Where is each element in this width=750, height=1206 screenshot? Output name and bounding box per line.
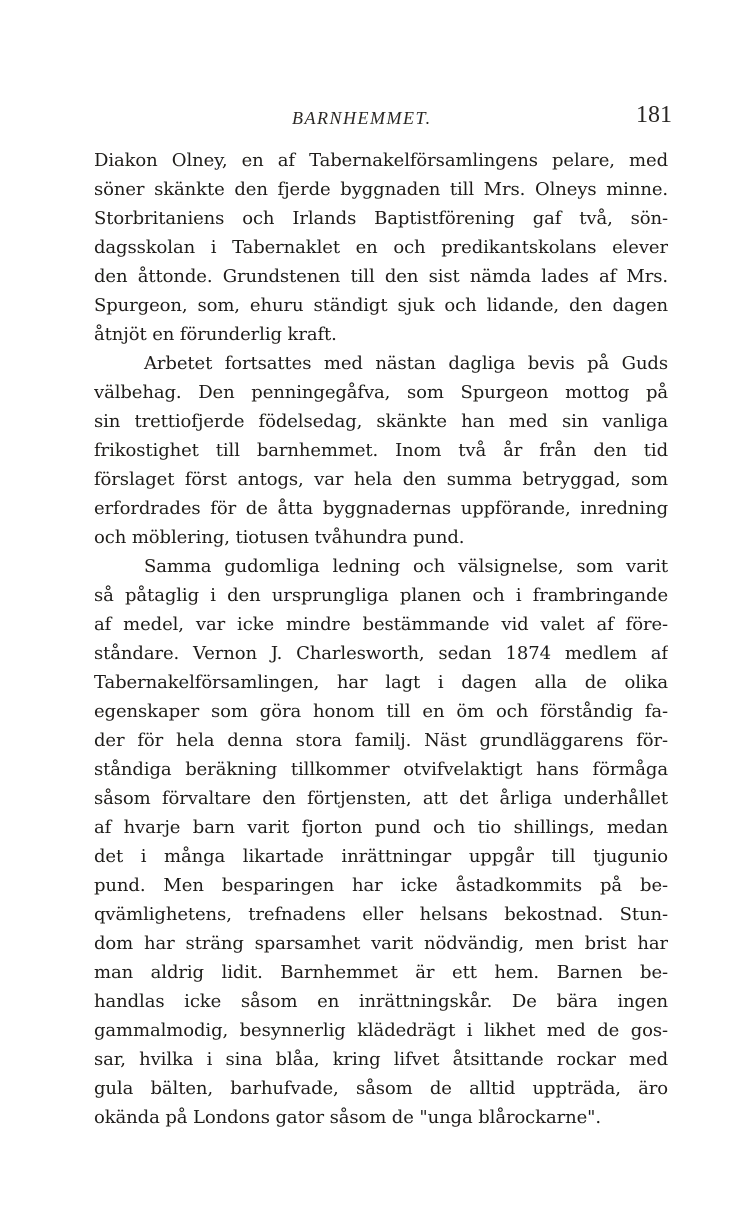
text-line: egenskaper som göra honom till en öm och förståndig fa- (94, 701, 668, 722)
text-line: och möblering, tiotusen tvåhundra pund. (94, 527, 465, 548)
text-line: Storbritaniens och Irlands Baptistförening gaf två, sön- (94, 208, 668, 229)
text-line: åtnjöt en förunderlig kraft. (94, 324, 337, 345)
text-line: gula bälten, barhufvade, såsom de alltid uppträda, äro (94, 1078, 668, 1099)
text-line: erfordrades för de åtta byggnadernas uppförande, inredning (94, 498, 668, 519)
text-line: okända på Londons gator såsom de "unga blårockarne". (94, 1107, 601, 1128)
text-line: Samma gudomliga ledning och välsignelse, som varit (144, 556, 668, 577)
text-line: sar, hvilka i sina blåa, kring lifvet åtsittande rockar med (94, 1049, 668, 1070)
page-number: 181 (636, 102, 672, 128)
text-line: der för hela denna stora familj. Näst grundläggarens för- (94, 730, 668, 751)
text-line: det i många likartade inrättningar uppgår till tjugunio (94, 846, 668, 867)
text-line: den åttonde. Grundstenen till den sist nämda lades af Mrs. (94, 266, 668, 287)
text-line: af hvarje barn varit fjorton pund och tio shillings, medan (94, 817, 668, 838)
text-line: man aldrig lidit. Barnhemmet är ett hem. Barnen be- (94, 962, 668, 983)
text-line: ståndare. Vernon J. Charlesworth, sedan 1874 medlem af (94, 643, 668, 664)
text-line: Tabernakelförsamlingen, har lagt i dagen alla de olika (94, 672, 668, 693)
text-line: Arbetet fortsattes med nästan dagliga bevis på Guds (144, 353, 668, 374)
text-line: såsom förvaltare den förtjensten, att det årliga underhållet (94, 788, 668, 809)
text-line: gammalmodig, besynnerlig klädedrägt i likhet med de gos- (94, 1020, 668, 1041)
text-line: af medel, var icke mindre bestämmande vid valet af före- (94, 614, 668, 635)
text-line: pund. Men besparingen har icke åstadkommits på be- (94, 875, 668, 896)
text-line: förslaget först antogs, var hela den summa betryggad, som (94, 469, 668, 490)
running-head (92, 102, 672, 138)
text-line: söner skänkte den fjerde byggnaden till Mrs. Olneys minne. (94, 179, 668, 200)
text-line: så påtaglig i den ursprungliga planen och i frambringande (94, 585, 668, 606)
text-line: Spurgeon, som, ehuru ständigt sjuk och lidande, den dagen (94, 295, 668, 316)
text-line: dom har sträng sparsamhet varit nödvändig, men brist har (94, 933, 668, 954)
text-line: Diakon Olney, en af Tabernakelförsamlingens pelare, med (94, 150, 668, 171)
body-text (94, 146, 668, 1132)
text-line: välbehag. Den penningegåfva, som Spurgeon mottog på (94, 382, 668, 403)
text-line: qvämlighetens, trefnadens eller helsans bekostnad. Stun- (94, 904, 668, 925)
text-line: dagsskolan i Tabernaklet en och predikantskolans elever (94, 237, 668, 258)
text-line: sin trettiofjerde födelsedag, skänkte han med sin vanliga (94, 411, 668, 432)
text-line: ståndiga beräkning tillkommer otvifvelaktigt hans förmåga (94, 759, 668, 780)
running-title: BARNHEMMET. (292, 108, 432, 128)
text-line: frikostighet till barnhemmet. Inom två år från den tid (94, 440, 668, 461)
text-line: handlas icke såsom en inrättningskår. De bära ingen (94, 991, 668, 1012)
